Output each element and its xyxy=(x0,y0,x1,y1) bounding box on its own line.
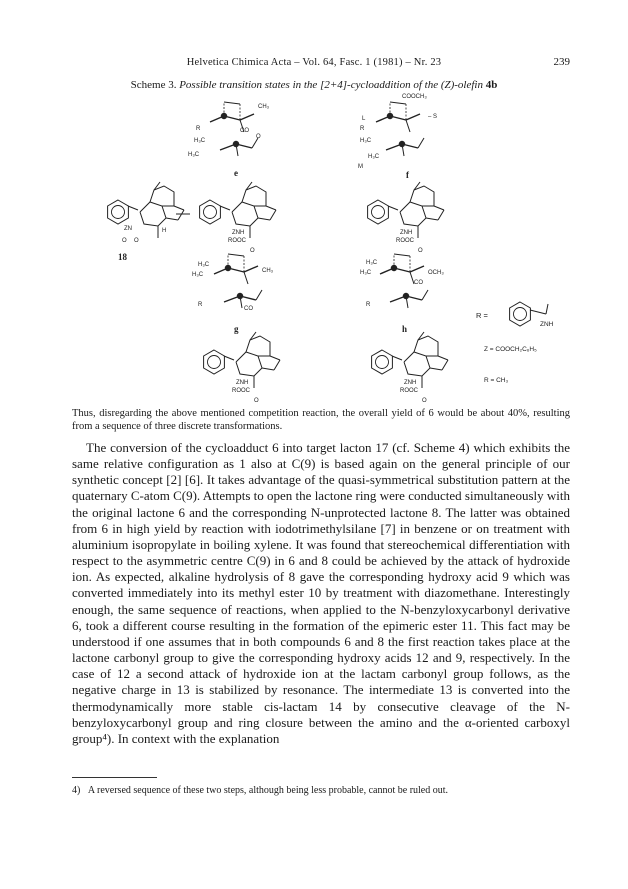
atom-label-o: O xyxy=(422,398,427,404)
atom-label-znh: ZNH xyxy=(232,230,245,236)
footnote xyxy=(72,785,570,796)
atom-label-rooc: ROOC xyxy=(400,388,418,394)
atom-label-znh: ZNH xyxy=(404,380,417,386)
atom-label-rooc: ROOC xyxy=(228,238,246,244)
transition-state-f xyxy=(358,94,437,180)
product-g xyxy=(204,332,280,404)
atom-label-rooc: ROOC xyxy=(396,238,414,244)
legend-znh: ZNH xyxy=(540,321,554,328)
atom-label-h3c: H₃C xyxy=(192,272,204,278)
atom-label-l: L xyxy=(362,116,366,122)
atom-label-h3c: H₃C xyxy=(194,138,206,144)
atom-label-zn: ZN xyxy=(124,226,132,232)
label-f: f xyxy=(406,170,409,180)
product-f xyxy=(368,182,444,254)
atom-label-co: CO xyxy=(414,280,423,286)
transition-state-g xyxy=(192,254,274,334)
label-e: e xyxy=(234,168,238,178)
atom-label-znh: ZNH xyxy=(400,230,413,236)
atom-label-o: O xyxy=(254,398,259,404)
atom-label-r: R xyxy=(360,126,365,132)
legend-z: Z = COOCH₂C₆H₅ xyxy=(484,346,537,353)
body-paragraph: The conversion of the cycloadduct 6 into target lacton 17 (cf. Scheme 4) which exhibits the same relative configuration as 1 also at C(9) is based again on the general principle of our synthetic concept [2] [6]. It takes advantage of the quasi-symmetrical substitution pattern at the quaternary C-atom C(9). Attempts to open the lactone ring were conducted simultaneously with the original lactone 6 and the corresponding N-unprotected lactone 8. The latter was obtained from 6 in high yield by reaction with iodotrimethylsilane [7] in benzene or on treatment with aluminium isopropylate in boiling xylene. It was found that stereochemical differentiation with respect to the asymmetric centre C(9) in 6 and 8 could be achieved by the attack of hydroxide ion. As expected, alkaline hydrolysis of 8 gave the corresponding hydroxy acid 9 which was converted immediately into its methyl ester 10 by treatment with diazomethane. Interestingly enough, the same sequence of reactions, when applied to the N-benzyloxycarbonyl derivative 6, took a different course resulting in the formation of the epimeric ester 11. This fact may be understood if one assumes that in both compounds 6 and 8 the first reaction takes place at the lactone carbonyl group to give the corresponding hydroxy acids 12 and 9, respectively. In the case of 12 a second attack of hydroxide ion at the lactam carbonyl group follows, as the negative charge in 13 is stabilized by resonance. The intermediate 13 is converted into the thermodynamically more stable cis-lactam 14 by consecutive cleavage of the N-benzyloxycarbonyl group and ring closure between the amino and the α-oriented carboxyl group⁴). In context with the explanation xyxy=(72,440,570,746)
atom-label-h3c: H₃C xyxy=(360,270,372,276)
atom-label-ch3: CH₃ xyxy=(258,104,270,110)
transition-state-h xyxy=(360,254,444,334)
atom-label-o: O xyxy=(250,248,255,254)
atom-label-co: CO xyxy=(244,306,253,312)
atom-label-r: R xyxy=(196,126,201,132)
journal-header: Helvetica Chimica Acta – Vol. 64, Fasc. 1 (1981) – Nr. 23 xyxy=(186,57,442,68)
atom-label-r: R xyxy=(366,302,371,308)
atom-label-rooc: ROOC xyxy=(232,388,250,394)
reaction-scheme xyxy=(0,92,628,412)
atom-label-znh: ZNH xyxy=(236,380,249,386)
caption-prefix: Scheme 3. xyxy=(130,79,177,91)
footnote-rule xyxy=(72,777,157,778)
atom-label-s: – S xyxy=(428,114,438,120)
transition-state-e xyxy=(188,102,270,178)
atom-label-o: O xyxy=(256,134,261,140)
caption-text: Possible transition states in the [2+4]-cycloaddition of the (Z)-olefin xyxy=(179,79,483,91)
atom-label-ch3: CH₃ xyxy=(262,268,274,274)
footnote-mark: 4) xyxy=(72,785,81,796)
page-number: 239 xyxy=(553,56,570,68)
atom-label-o: O xyxy=(418,248,423,254)
atom-label-co: CO xyxy=(240,128,249,134)
atom-label-och3: OCH₃ xyxy=(428,270,444,276)
legend-rdef: R = CH₃ xyxy=(484,377,509,384)
compound-18 xyxy=(108,182,184,262)
caption-compound: 4b xyxy=(485,79,498,91)
legend-r: R = xyxy=(476,311,488,320)
atom-label-cooch3: COOCH₃ xyxy=(402,94,427,100)
atom-label-h3c: H₃C xyxy=(198,262,210,268)
atom-label-h3c: H₃C xyxy=(360,138,372,144)
atom-label-o: O xyxy=(134,238,139,244)
label-h: h xyxy=(402,324,408,334)
atom-label-h3c: H₃C xyxy=(188,152,200,158)
atom-label-o: O xyxy=(122,238,127,244)
atom-label-r: R xyxy=(198,302,203,308)
scheme-caption xyxy=(0,79,628,91)
intro-paragraph: Thus, disregarding the above mentioned competition reaction, the overall yield of 6 would be about 40%, resulting from a sequence of three discrete transformations. xyxy=(72,408,570,432)
atom-label-h: H xyxy=(162,228,167,234)
atom-label-h3c: H₃C xyxy=(366,260,378,266)
product-h xyxy=(372,332,448,404)
atom-label-m: M xyxy=(358,164,363,170)
label-18: 18 xyxy=(118,252,127,262)
atom-label-h3c: H₃C xyxy=(368,154,380,160)
scheme-legend xyxy=(476,302,554,384)
body-text xyxy=(72,440,570,747)
running-header xyxy=(0,55,628,73)
product-e xyxy=(200,182,276,254)
footnote-text: A reversed sequence of these two steps, although being less probable, cannot be ruled out. xyxy=(87,785,449,796)
label-g: g xyxy=(234,324,239,334)
